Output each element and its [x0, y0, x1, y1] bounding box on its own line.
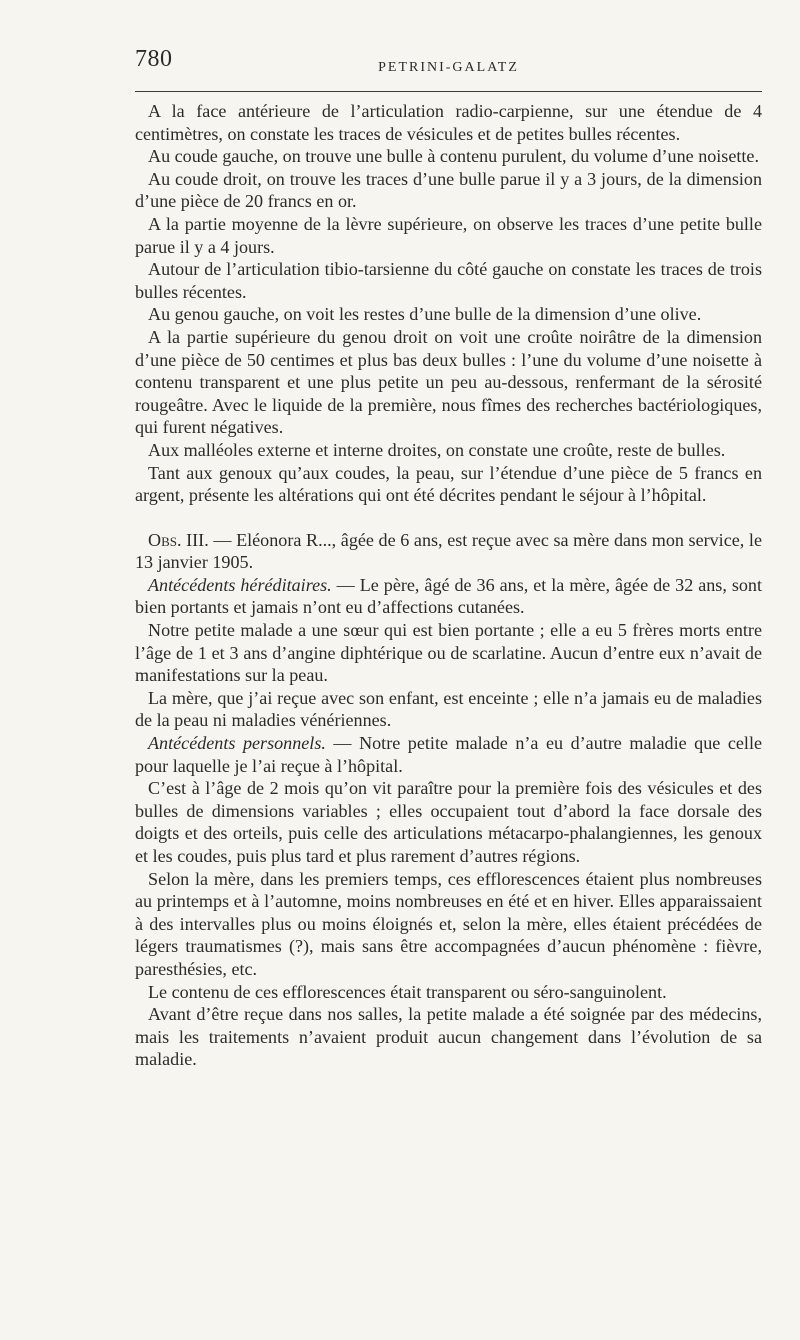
paragraph: Au coude gauche, on trouve une bulle à contenu purulent, du volume d’une noisette. — [148, 146, 759, 167]
paragraph: Le contenu de ces efflorescences était transparent ou séro-sanguinolent. — [148, 981, 667, 1002]
observation-paragraph — [135, 529, 762, 574]
section-gap — [135, 507, 762, 529]
paragraph: Aux malléoles externe et interne droites, on constate une croûte, reste de bulles. — [148, 439, 726, 460]
personal-text: — Notre petite malade n’a eu d’autre maladie que celle pour laquelle je l’ai reçue à l’hôpital. — [135, 733, 762, 776]
paragraph: Selon la mère, dans les premiers temps, ces efflorescences étaient plus nombreuses au printemps et à l’automne, moins nombreuses en été et en hiver. Elles apparaissaient à des intervalles plus ou moins éloignés et, selon la mère, elles étaient précédées de légers traumatismes (?), mais sans être accompagnées d’aucun phénomène : fièvre, paresthésies, etc. — [135, 868, 762, 979]
body-text — [135, 100, 762, 1071]
observation-text: — Eléonora R..., âgée de 6 ans, est reçue avec sa mère dans mon service, le 13 janvier 1905. — [135, 529, 762, 573]
paragraph: A la partie supérieure du genou droit on voit une croûte noirâtre de la dimension d’une pièce de 50 centimes et plus bas deux bulles : l’une du volume d’une noisette à contenu transparent et une plus petite un peu au-dessous, renfermant de la sérosité rougeâtre. Avec le liquide de la première, nous fîmes des recherches bactériologiques, qui furent négatives. — [135, 326, 762, 438]
paragraph: Notre petite malade a une sœur qui est bien portante ; elle a eu 5 frères morts entre l’âge de 1 et 3 ans d’angine diphtérique ou de scarlatine. Aucun d’entre eux n’avait de manifestations sur la peau. — [135, 620, 762, 686]
paragraph: Au genou gauche, on voit les restes d’une bulle de la dimension d’une olive. — [148, 304, 702, 325]
paragraph: Tant aux genoux qu’aux coudes, la peau, sur l’étendue d’une pièce de 5 francs en argent, présente les altérations qui ont été décrites pendant le séjour à l’hôpital. — [135, 462, 762, 506]
personal-heading: Antécédents personnels. — [148, 733, 326, 754]
running-head: PETRINI-GALATZ — [378, 60, 519, 75]
paragraph: C’est à l’âge de 2 mois qu’on vit paraître pour la première fois des vésicules et des bulles de dimensions variables ; elles occupaient tout d’abord la face dorsale des doigts et des orteils, puis celle des articulations métacarpo-phalangiennes, les genoux et les coudes, puis plus tard et plus rarement d’autres régions. — [135, 778, 762, 866]
header-rule — [135, 91, 762, 92]
observation-label: Obs. III. — [148, 529, 209, 550]
page-number: 780 — [135, 46, 173, 72]
hereditary-heading: Antécédents héréditaires. — [148, 574, 332, 595]
paragraph: Autour de l’articulation tibio-tarsienne du côté gauche on constate les traces de trois bulles récentes. — [135, 259, 762, 302]
hereditary-text: — Le père, âgé de 36 ans, et la mère, âgée de 32 ans, sont bien portants et jamais n’ont eu d’affections cutanées. — [135, 574, 762, 618]
paragraph: Au coude droit, on trouve les traces d’une bulle parue il y a 3 jours, de la dimension d’une pièce de 20 francs en or. — [135, 168, 762, 212]
page-header — [135, 44, 762, 84]
paragraph: A la face antérieure de l’articulation radio-carpienne, sur une étendue de 4 centimètres, on constate les traces de vésicules et de petites bulles récentes. — [135, 101, 762, 144]
paragraph: A la partie moyenne de la lèvre supérieure, on observe les traces d’une petite bulle parue il y a 4 jours. — [135, 213, 762, 257]
hereditary-paragraph — [135, 574, 762, 619]
paragraph: Avant d’être reçue dans nos salles, la petite malade a été soignée par des médecins, mais les traitements n’avaient produit aucun changement dans l’évolution de sa maladie. — [135, 1004, 762, 1070]
personal-paragraph — [135, 732, 762, 777]
paragraph: La mère, que j’ai reçue avec son enfant, est enceinte ; elle n’a jamais eu de maladies de la peau ni maladies vénériennes. — [135, 687, 762, 731]
